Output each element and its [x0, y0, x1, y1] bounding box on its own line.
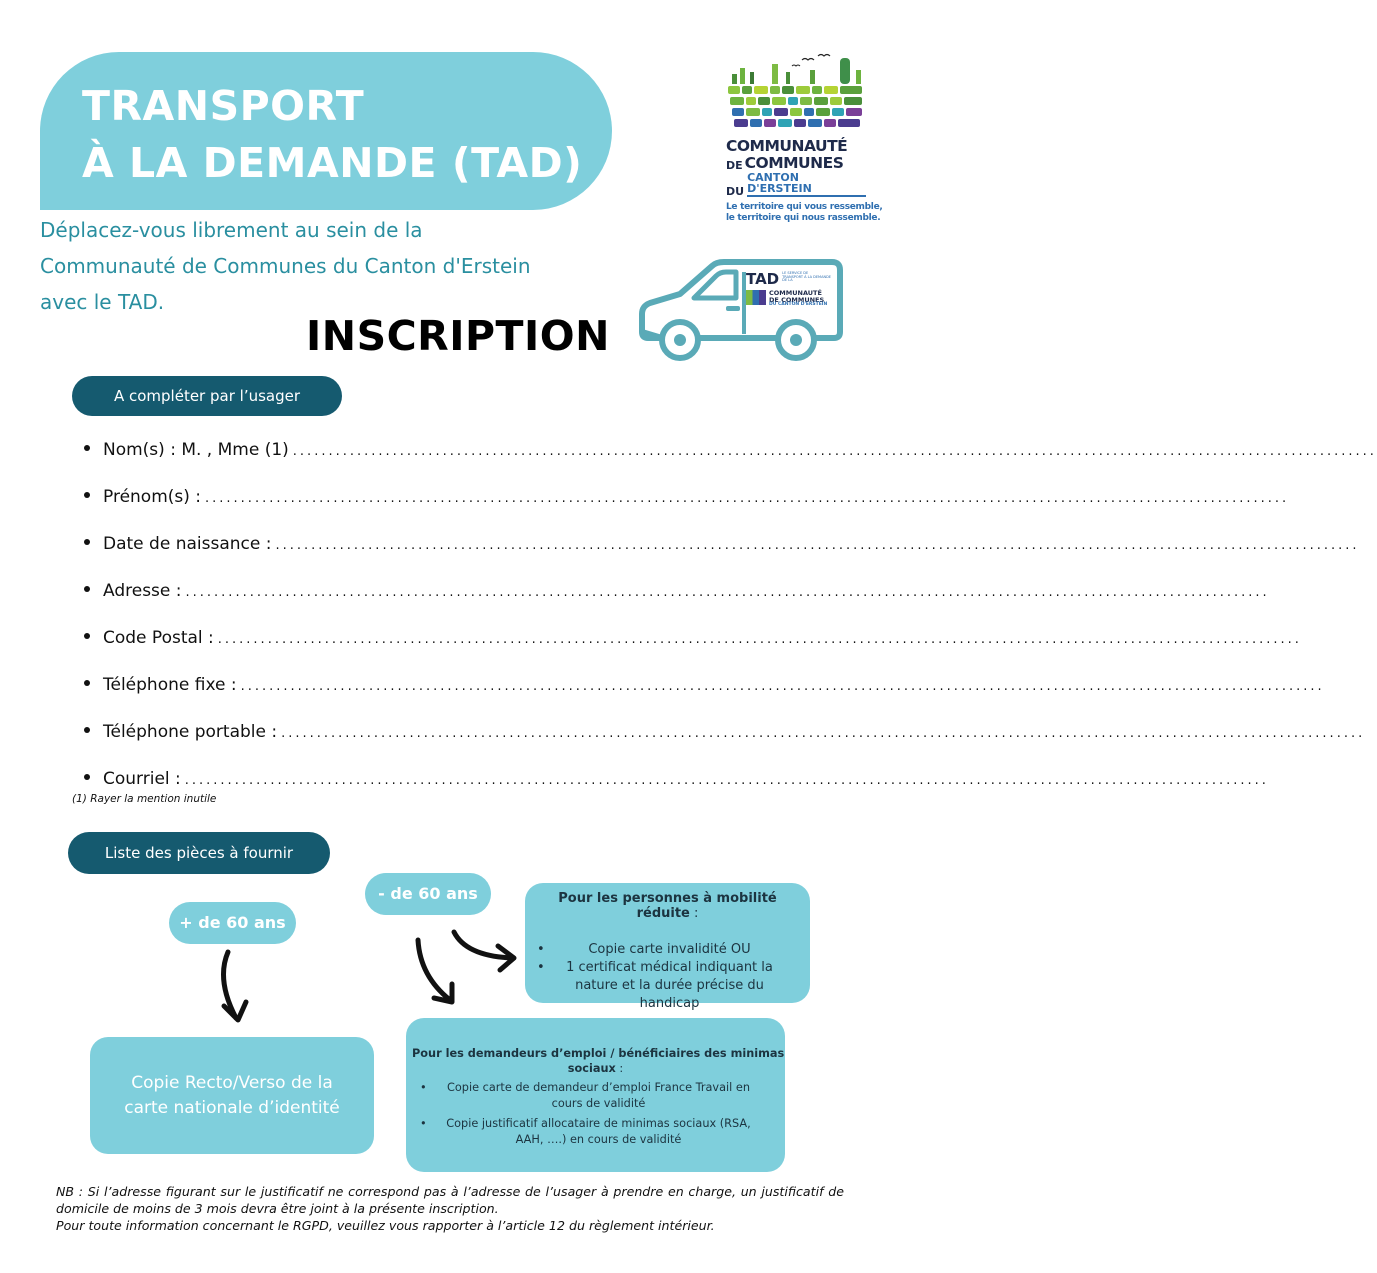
field-label: Courriel : — [103, 769, 181, 789]
mention-note: (1) Rayer la mention inutile — [72, 793, 217, 805]
van-badge-tad: TAD — [746, 270, 780, 288]
documents-section-label: Liste des pièces à fournir — [68, 832, 330, 874]
bullet-icon — [84, 445, 90, 451]
arrow-to-id-icon — [224, 952, 247, 1020]
van-brand-3: DU CANTON D'ERSTEIN — [769, 302, 828, 307]
field-dotted-line: ........................................................................................................................................................ — [281, 726, 1366, 741]
job-item-1 — [422, 1080, 775, 1112]
pmr-requirements-box — [525, 883, 810, 1011]
logo-du: DU — [726, 185, 745, 198]
pmr-item-1-text: Copie carte invalidité OU — [588, 942, 751, 957]
id-box-line-1: Copie Recto/Verso de la — [131, 1072, 333, 1093]
field-label: Téléphone fixe : — [103, 675, 237, 695]
pmr-item-2-line-2: nature et la durée précise du — [575, 978, 764, 993]
under-60-badge: - de 60 ans — [365, 873, 491, 915]
field-dotted-line: ........................................................................................................................................................ — [240, 679, 1325, 694]
community-logo — [726, 52, 883, 228]
van-badge — [746, 272, 838, 308]
van-illustration — [636, 256, 846, 366]
pmr-item-2-line-1: • 1 certificat médical indiquant la — [566, 960, 773, 975]
pmr-item-2 — [539, 959, 800, 1013]
field-telephone-fixe[interactable] — [84, 675, 1325, 705]
page-title — [82, 78, 582, 192]
van-small-3: DE LA — [782, 278, 793, 283]
field-nom[interactable] — [84, 440, 1377, 470]
field-label: Nom(s) : M. , Mme (1) — [103, 440, 289, 460]
pmr-item-1 — [539, 941, 800, 959]
van-small-1: LE SERVICE DE — [782, 271, 809, 275]
footnote-line-1: NB : Si l’adresse figurant sur le justificatif ne correspond pas à l’adresse de l’usager à prendre en charge, un justificatif de domicile de moins de 3 mois devra être joint à la présente inscription. — [56, 1184, 844, 1216]
van-small-2: TRANSPORT À LA DEMANDE — [782, 274, 831, 279]
pmr-item-2-line-3: handicap — [639, 996, 700, 1011]
logo-mosaic-icon — [726, 52, 866, 134]
pmr-title-suffix: : — [689, 906, 699, 921]
title-line-1: TRANSPORT — [82, 82, 365, 130]
logo-tagline-2: le territoire qui nous rassemble. — [726, 213, 881, 223]
footnote-line-2: Pour toute information concernant le RGPD, veuillez vous rapporter à l’article 12 du règlement intérieur. — [56, 1218, 715, 1233]
pmr-title: Pour les personnes à mobilité réduite — [558, 891, 777, 921]
logo-line-1: COMMUNAUTÉ — [726, 137, 848, 155]
field-dotted-line: ........................................................................................................................................................ — [217, 632, 1302, 647]
bullet-icon — [84, 727, 90, 733]
logo-communes: COMMUNES — [744, 153, 844, 172]
arrow-to-job-icon — [418, 940, 452, 1002]
field-date-naissance[interactable] — [84, 534, 1360, 564]
main-heading: INSCRIPTION — [306, 312, 610, 360]
job-item-1-line-2: cours de validité — [551, 1097, 646, 1110]
bullet-icon — [84, 539, 90, 545]
logo-canton: CANTON D'ERSTEIN — [747, 172, 866, 197]
field-label: Adresse : — [103, 581, 182, 601]
job-title-line-2: sociaux — [567, 1062, 616, 1075]
field-adresse[interactable] — [84, 581, 1270, 611]
logo-tagline-1: Le territoire qui vous ressemble, — [726, 202, 883, 212]
field-dotted-line: ........................................................................................................................................................ — [185, 585, 1270, 600]
subtitle — [40, 212, 640, 320]
over-60-badge: + de 60 ans — [169, 902, 296, 944]
arrow-to-pmr-icon — [454, 932, 514, 970]
bullet-icon — [84, 774, 90, 780]
job-item-2 — [422, 1116, 775, 1148]
field-label: Code Postal : — [103, 628, 214, 648]
footnote — [56, 1183, 844, 1234]
field-dotted-line: ........................................................................................................................................................ — [275, 538, 1360, 553]
job-item-2-line-2: AAH, ….) en cours de validité — [515, 1133, 682, 1146]
id-box-line-2: carte nationale d’identité — [124, 1097, 340, 1118]
subtitle-line-3: avec le TAD. — [40, 290, 165, 314]
field-telephone-portable[interactable] — [84, 722, 1366, 752]
van-mosaic-icon — [746, 290, 766, 305]
id-card-box — [90, 1037, 374, 1154]
field-label: Date de naissance : — [103, 534, 272, 554]
job-item-2-line-1: • Copie justificatif allocataire de minimas sociaux (RSA, — [446, 1117, 751, 1130]
job-title-line-1: Pour les demandeurs d’emploi / bénéficiaires des minimas — [412, 1047, 785, 1060]
field-dotted-line: ........................................................................................................................................................ — [184, 773, 1269, 788]
field-label: Téléphone portable : — [103, 722, 278, 742]
bullet-icon — [84, 633, 90, 639]
field-code-postal[interactable] — [84, 628, 1302, 658]
bullet-icon — [84, 586, 90, 592]
bullet-icon — [84, 680, 90, 686]
user-section-label: A compléter par l’usager — [72, 376, 342, 416]
job-seekers-box — [406, 1018, 785, 1172]
bullet-icon — [84, 492, 90, 498]
logo-de: DE — [726, 159, 743, 172]
title-line-2: À LA DEMANDE (TAD) — [82, 139, 583, 187]
subtitle-line-1: Déplacez-vous librement au sein de la — [40, 218, 423, 242]
field-dotted-line: ........................................................................................................................................................ — [292, 444, 1377, 459]
job-title-suffix: : — [615, 1062, 624, 1075]
van-brand-2: DE COMMUNES — [769, 295, 825, 304]
field-prenom[interactable] — [84, 487, 1290, 517]
subtitle-line-2: Communauté de Communes du Canton d'Erstein — [40, 254, 531, 278]
job-item-1-line-1: • Copie carte de demandeur d’emploi France Travail en — [446, 1081, 751, 1094]
field-label: Prénom(s) : — [103, 487, 202, 507]
field-dotted-line: ........................................................................................................................................................ — [205, 491, 1290, 506]
van-brand-1: COMMUNAUTÉ — [769, 289, 822, 297]
